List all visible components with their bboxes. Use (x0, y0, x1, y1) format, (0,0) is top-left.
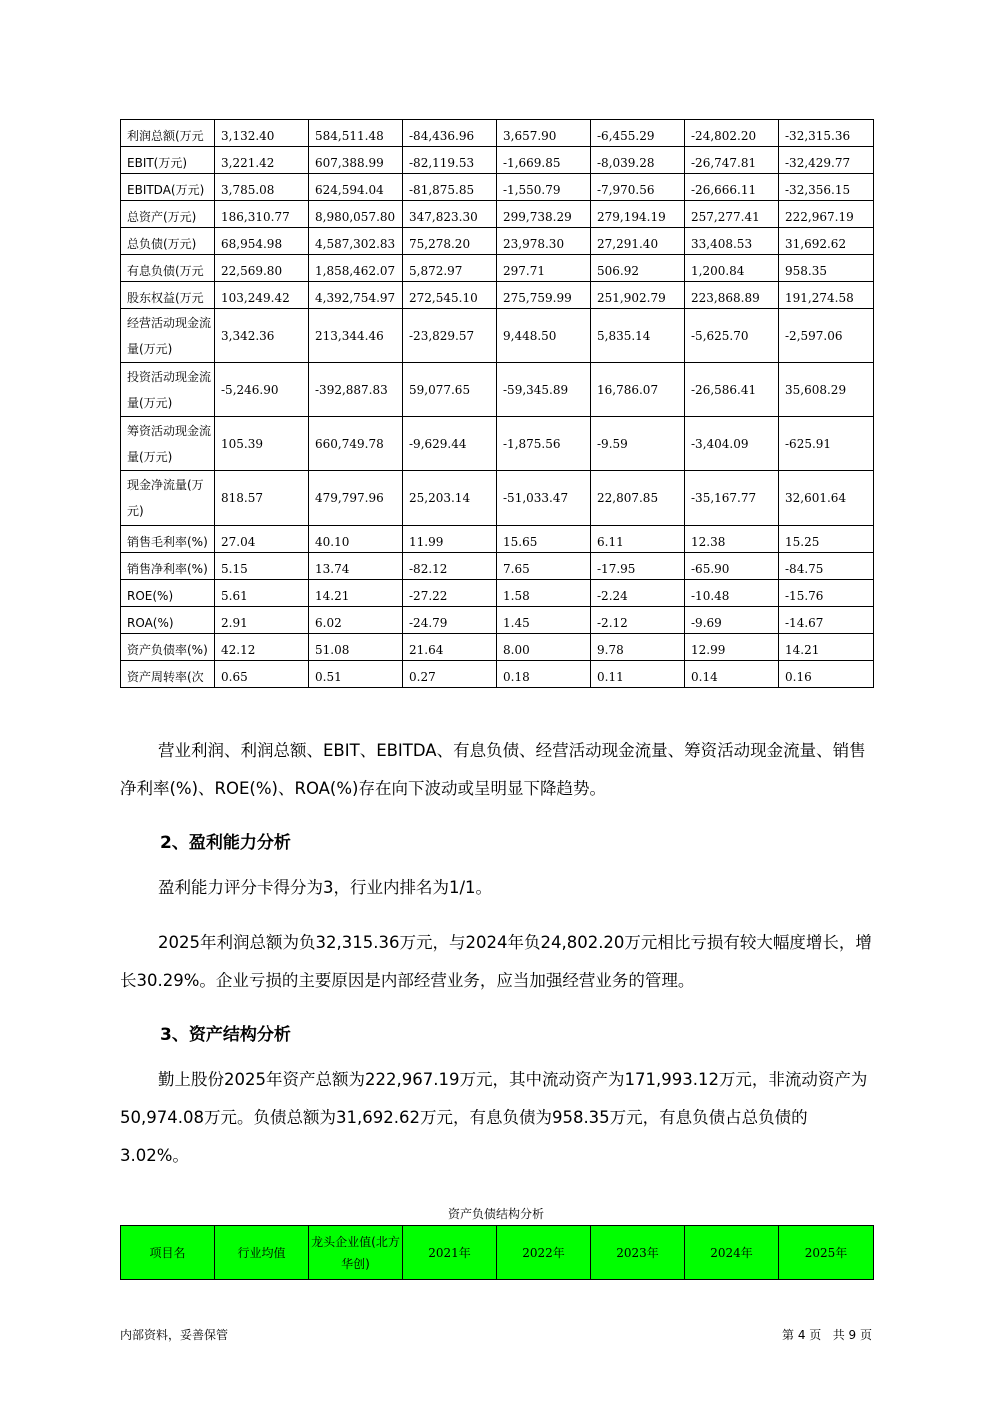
value-cell: 11.99 (403, 526, 497, 553)
value-cell: -82.12 (403, 553, 497, 580)
value-cell: 6.02 (309, 607, 403, 634)
value-cell: -32,315.36 (779, 120, 874, 147)
value-cell: 584,511.48 (309, 120, 403, 147)
value-cell: 191,274.58 (779, 282, 874, 309)
row-label: 销售毛利率(%) (121, 526, 215, 553)
value-cell: 42.12 (215, 634, 309, 661)
value-cell: -2.24 (591, 580, 685, 607)
value-cell: 279,194.19 (591, 201, 685, 228)
profit-analysis-paragraph: 2025年利润总额为负32,315.36万元，与2024年负24,802.20万元相比亏损有较大幅度增长，增长30.29%。企业亏损的主要原因是内部经营业务，应当加强经营业务的管理。 (120, 933, 872, 990)
value-cell: 3,785.08 (215, 174, 309, 201)
row-label: ROE(%) (121, 580, 215, 607)
value-cell: 347,823.30 (403, 201, 497, 228)
value-cell: 0.11 (591, 661, 685, 688)
value-cell: 105.39 (215, 417, 309, 471)
value-cell: 272,545.10 (403, 282, 497, 309)
value-cell: -23,829.57 (403, 309, 497, 363)
value-cell: 1,858,462.07 (309, 255, 403, 282)
value-cell: 1.58 (497, 580, 591, 607)
value-cell: 4,392,754.97 (309, 282, 403, 309)
trend-summary-paragraph: 营业利润、利润总额、EBIT、EBITDA、有息负债、经营活动现金流量、筹资活动现金流量、销售净利率(%)、ROE(%)、ROA(%)存在向下波动或呈明显下降趋势。 (120, 741, 866, 798)
value-cell: 25,203.14 (403, 471, 497, 526)
value-cell: 12.99 (685, 634, 779, 661)
row-label: 利润总额(万元 (121, 120, 215, 147)
header-cell: 2021年 (403, 1226, 497, 1280)
value-cell: -8,039.28 (591, 147, 685, 174)
value-cell: 222,967.19 (779, 201, 874, 228)
header-cell: 2025年 (779, 1226, 874, 1280)
value-cell: 27.04 (215, 526, 309, 553)
row-label: EBITDA(万元) (121, 174, 215, 201)
value-cell: 51.08 (309, 634, 403, 661)
value-cell: 75,278.20 (403, 228, 497, 255)
row-label: 现金净流量(万元) (121, 471, 215, 526)
table-row (121, 228, 874, 255)
value-cell: 3,342.36 (215, 309, 309, 363)
value-cell: 13.74 (309, 553, 403, 580)
value-cell: 3,221.42 (215, 147, 309, 174)
value-cell: 40.10 (309, 526, 403, 553)
table-row (121, 634, 874, 661)
value-cell: 16,786.07 (591, 363, 685, 417)
table-row (121, 661, 874, 688)
value-cell: 31,692.62 (779, 228, 874, 255)
value-cell: 35,608.29 (779, 363, 874, 417)
footer-page-number: 第 4 页 共 9 页 (782, 1328, 872, 1342)
table-row (121, 553, 874, 580)
table-row (121, 174, 874, 201)
value-cell: -24,802.20 (685, 120, 779, 147)
row-label: 股东权益(万元 (121, 282, 215, 309)
row-label: EBIT(万元) (121, 147, 215, 174)
value-cell: 22,807.85 (591, 471, 685, 526)
value-cell: -65.90 (685, 553, 779, 580)
value-cell: 1.45 (497, 607, 591, 634)
value-cell: 22,569.80 (215, 255, 309, 282)
value-cell: 68,954.98 (215, 228, 309, 255)
section-heading-profitability: 2、盈利能力分析 (160, 833, 291, 853)
row-label: 投资活动现金流量(万元) (121, 363, 215, 417)
value-cell: 213,344.46 (309, 309, 403, 363)
table-row (121, 201, 874, 228)
value-cell: -392,887.83 (309, 363, 403, 417)
table-row (121, 120, 874, 147)
value-cell: 818.57 (215, 471, 309, 526)
value-cell: 7.65 (497, 553, 591, 580)
value-cell: 9,448.50 (497, 309, 591, 363)
value-cell: -51,033.47 (497, 471, 591, 526)
value-cell: 223,868.89 (685, 282, 779, 309)
section-heading-asset-structure: 3、资产结构分析 (160, 1025, 291, 1045)
row-label: 资产负债率(%) (121, 634, 215, 661)
value-cell: -9.59 (591, 417, 685, 471)
value-cell: 6.11 (591, 526, 685, 553)
value-cell: 958.35 (779, 255, 874, 282)
value-cell: -2,597.06 (779, 309, 874, 363)
value-cell: 15.65 (497, 526, 591, 553)
table-row (121, 471, 874, 526)
value-cell: -6,455.29 (591, 120, 685, 147)
value-cell: 33,408.53 (685, 228, 779, 255)
value-cell: -1,550.79 (497, 174, 591, 201)
value-cell: 3,132.40 (215, 120, 309, 147)
value-cell: 14.21 (309, 580, 403, 607)
value-cell: -32,356.15 (779, 174, 874, 201)
value-cell: -82,119.53 (403, 147, 497, 174)
value-cell: 0.18 (497, 661, 591, 688)
value-cell: -2.12 (591, 607, 685, 634)
table-row (121, 607, 874, 634)
value-cell: -24.79 (403, 607, 497, 634)
row-label: 经营活动现金流量(万元) (121, 309, 215, 363)
value-cell: 624,594.04 (309, 174, 403, 201)
row-label: 筹资活动现金流量(万元) (121, 417, 215, 471)
value-cell: 5.61 (215, 580, 309, 607)
value-cell: 5.15 (215, 553, 309, 580)
value-cell: -84,436.96 (403, 120, 497, 147)
value-cell: 5,835.14 (591, 309, 685, 363)
value-cell: 32,601.64 (779, 471, 874, 526)
profitability-score-paragraph: 盈利能力评分卡得分为3，行业内排名为1/1。 (158, 878, 493, 897)
value-cell: 21.64 (403, 634, 497, 661)
value-cell: -10.48 (685, 580, 779, 607)
row-label: ROA(%) (121, 607, 215, 634)
value-cell: 0.65 (215, 661, 309, 688)
value-cell: 8.00 (497, 634, 591, 661)
value-cell: -1,669.85 (497, 147, 591, 174)
table-caption: 资产负债结构分析 (447, 1207, 544, 1221)
value-cell: 251,902.79 (591, 282, 685, 309)
table-row (121, 282, 874, 309)
value-cell: -84.75 (779, 553, 874, 580)
balance-structure-table (120, 1225, 874, 1280)
value-cell: 12.38 (685, 526, 779, 553)
value-cell: 3,657.90 (497, 120, 591, 147)
table-row (121, 255, 874, 282)
table-header-row (121, 1226, 874, 1280)
value-cell: 8,980,057.80 (309, 201, 403, 228)
value-cell: 23,978.30 (497, 228, 591, 255)
value-cell: 275,759.99 (497, 282, 591, 309)
value-cell: -26,666.11 (685, 174, 779, 201)
footer-confidential-note: 内部资料，妥善保管 (120, 1328, 229, 1342)
value-cell: 186,310.77 (215, 201, 309, 228)
value-cell: -27.22 (403, 580, 497, 607)
row-label: 总负债(万元) (121, 228, 215, 255)
value-cell: -32,429.77 (779, 147, 874, 174)
value-cell: 15.25 (779, 526, 874, 553)
row-label: 销售净利率(%) (121, 553, 215, 580)
value-cell: -35,167.77 (685, 471, 779, 526)
value-cell: 299,738.29 (497, 201, 591, 228)
value-cell: 14.21 (779, 634, 874, 661)
table-row (121, 309, 874, 363)
value-cell: 27,291.40 (591, 228, 685, 255)
value-cell: -625.91 (779, 417, 874, 471)
value-cell: -5,625.70 (685, 309, 779, 363)
value-cell: 103,249.42 (215, 282, 309, 309)
value-cell: -1,875.56 (497, 417, 591, 471)
value-cell: 660,749.78 (309, 417, 403, 471)
table-row (121, 363, 874, 417)
value-cell: -9.69 (685, 607, 779, 634)
value-cell: 9.78 (591, 634, 685, 661)
table-row (121, 417, 874, 471)
header-cell: 2024年 (685, 1226, 779, 1280)
header-cell: 2023年 (591, 1226, 685, 1280)
table-row (121, 580, 874, 607)
value-cell: -26,747.81 (685, 147, 779, 174)
value-cell: 5,872.97 (403, 255, 497, 282)
value-cell: 0.51 (309, 661, 403, 688)
table-row (121, 147, 874, 174)
table-row (121, 526, 874, 553)
header-cell: 行业均值 (215, 1226, 309, 1280)
row-label: 总资产(万元) (121, 201, 215, 228)
value-cell: -14.67 (779, 607, 874, 634)
value-cell: -5,246.90 (215, 363, 309, 417)
value-cell: -15.76 (779, 580, 874, 607)
value-cell: -59,345.89 (497, 363, 591, 417)
value-cell: 0.14 (685, 661, 779, 688)
header-cell: 项目名 (121, 1226, 215, 1280)
header-cell: 2022年 (497, 1226, 591, 1280)
value-cell: -7,970.56 (591, 174, 685, 201)
value-cell: 506.92 (591, 255, 685, 282)
value-cell: 0.27 (403, 661, 497, 688)
value-cell: 59,077.65 (403, 363, 497, 417)
value-cell: 0.16 (779, 661, 874, 688)
financial-indicators-table (120, 119, 874, 688)
value-cell: -26,586.41 (685, 363, 779, 417)
value-cell: 1,200.84 (685, 255, 779, 282)
row-label: 有息负债(万元 (121, 255, 215, 282)
value-cell: 4,587,302.83 (309, 228, 403, 255)
row-label: 资产周转率(次 (121, 661, 215, 688)
value-cell: 479,797.96 (309, 471, 403, 526)
value-cell: -17.95 (591, 553, 685, 580)
value-cell: 607,388.99 (309, 147, 403, 174)
value-cell: 297.71 (497, 255, 591, 282)
value-cell: 257,277.41 (685, 201, 779, 228)
value-cell: -9,629.44 (403, 417, 497, 471)
header-cell: 龙头企业值(北方华创) (309, 1226, 403, 1280)
value-cell: -81,875.85 (403, 174, 497, 201)
value-cell: -3,404.09 (685, 417, 779, 471)
value-cell: 2.91 (215, 607, 309, 634)
asset-structure-paragraph: 勤上股份2025年资产总额为222,967.19万元，其中流动资产为171,993.12万元，非流动资产为50,974.08万元。负债总额为31,692.62万元，有息负债为958.35万元，有息负债占总负债的3.02%。 (120, 1070, 868, 1165)
